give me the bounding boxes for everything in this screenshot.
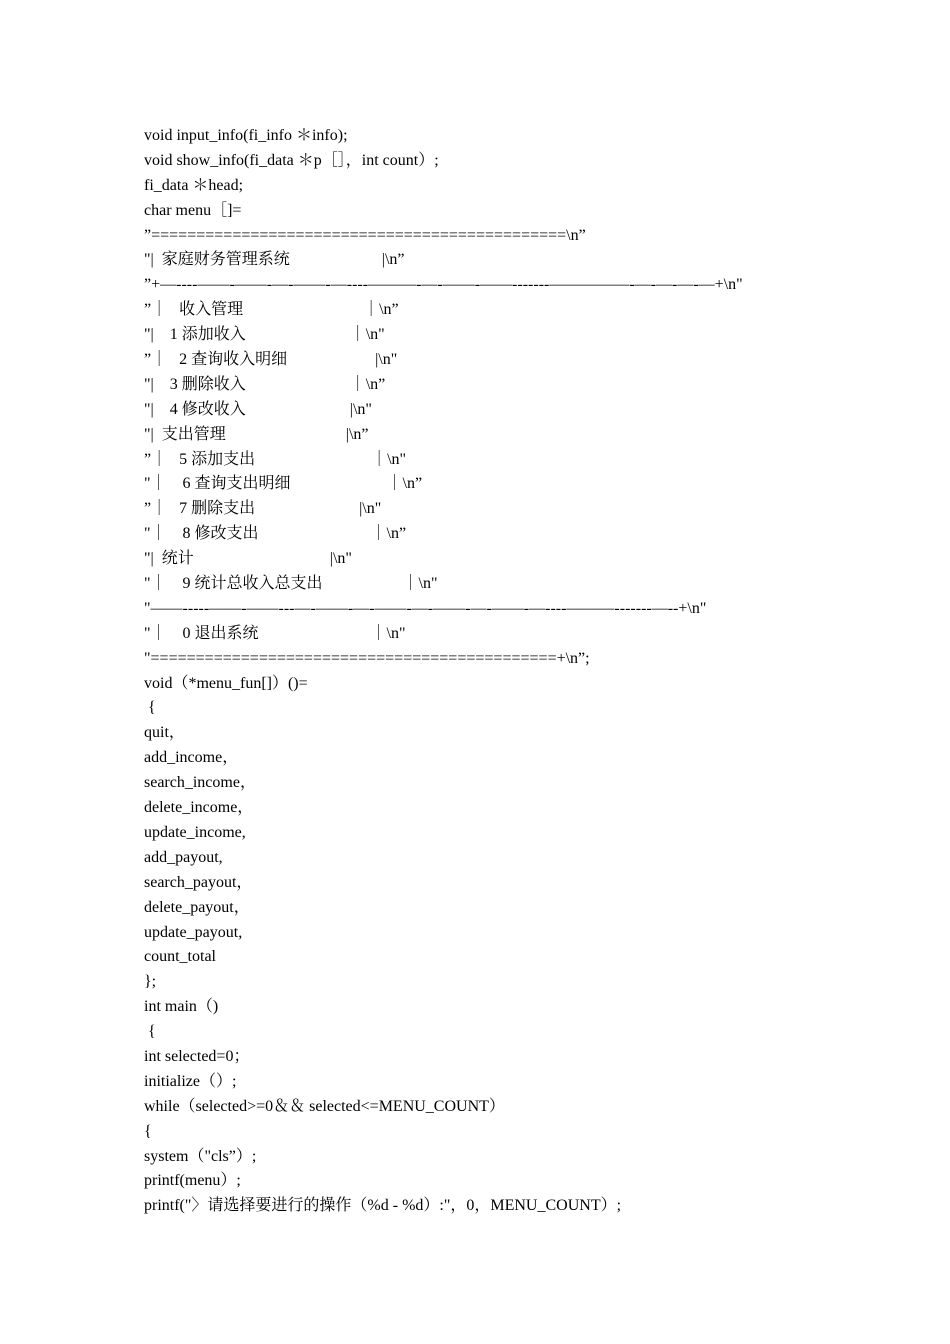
- code-line: delete_payout，: [144, 898, 250, 916]
- code-line: "| 3 删除收入 ｜\n”: [144, 375, 386, 393]
- code-line: ”｜ 7 删除支出 |\n": [144, 500, 382, 518]
- code-line: void（*menu_fun[]）()=: [144, 674, 308, 692]
- code-line: {: [144, 699, 156, 717]
- code-line: while（selected>=0＆＆ selected<=MENU_COUNT）: [144, 1097, 505, 1115]
- code-line: ”｜ 收入管理 ｜\n”: [144, 301, 399, 319]
- code-line: initialize（）;: [144, 1072, 237, 1090]
- code-line: fi_data ＊head;: [144, 176, 244, 194]
- code-line: add_payout,: [144, 848, 223, 866]
- code-listing: [144, 124, 924, 1219]
- code-line: "| 家庭财务管理系统 |\n”: [144, 251, 405, 269]
- code-line: ”+—----——-——-—-——-—----———-—-——-——-------—————-—-—-—-—+\n": [144, 276, 743, 294]
- code-line: search_income，: [144, 774, 256, 792]
- code-line: "｜ 8 修改支出 ｜\n”: [144, 525, 407, 543]
- code-line: "——-----——-——---—-——-—-——-—-——-—-——-—----———-------—--+\n": [144, 599, 707, 617]
- code-line: "=============================================+\n”;: [144, 649, 590, 667]
- code-line: };: [144, 973, 157, 991]
- code-line: "｜ 6 查询支出明细 ｜\n”: [144, 475, 423, 493]
- code-line: "｜ 0 退出系统 ｜\n": [144, 624, 406, 642]
- code-line: system（"cls”）;: [144, 1147, 257, 1165]
- code-line: "｜ 9 统计总收入总支出 ｜\n": [144, 575, 438, 593]
- code-line: ”==============================================\n”: [144, 226, 586, 244]
- code-line: "| 4 修改收入 |\n": [144, 400, 372, 418]
- code-line: count_total: [144, 948, 216, 966]
- code-line: {: [144, 1023, 156, 1041]
- code-line: "| 统计 |\n": [144, 550, 352, 568]
- code-line: update_income,: [144, 823, 246, 841]
- code-line: int main（): [144, 998, 219, 1016]
- code-line: ”｜ 2 查询收入明细 |\n": [144, 351, 398, 369]
- code-line: add_income，: [144, 749, 239, 767]
- code-line: void input_info(fi_info ＊info);: [144, 127, 348, 144]
- code-line: char menu［]=: [144, 201, 242, 219]
- code-line: "| 1 添加收入 ｜\n": [144, 326, 385, 344]
- code-line: delete_income，: [144, 799, 254, 817]
- code-line: search_payout，: [144, 873, 253, 891]
- code-line: "| 支出管理 |\n”: [144, 425, 369, 443]
- code-line: {: [144, 1122, 152, 1140]
- code-line: printf("〉请选择要进行的操作（%d - %d）:"，0，MENU_COUNT）;: [144, 1197, 622, 1215]
- code-line: quit，: [144, 724, 185, 742]
- code-line: int selected=0；: [144, 1047, 250, 1065]
- code-line: void show_info(fi_data ＊p［］，int count）;: [144, 151, 439, 169]
- code-line: update_payout,: [144, 923, 243, 941]
- code-line: ”｜ 5 添加支出 ｜\n": [144, 450, 407, 468]
- code-line: printf(menu）;: [144, 1172, 241, 1190]
